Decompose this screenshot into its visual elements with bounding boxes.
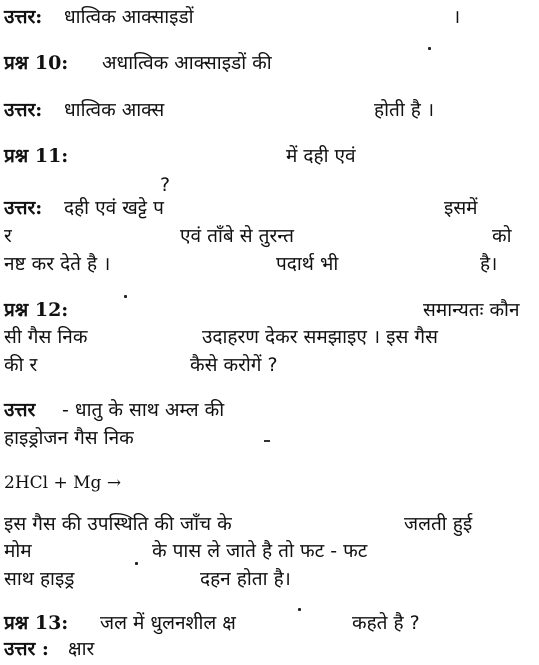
text-segment: धात्विक आक्साइडों — [64, 6, 194, 28]
stray-dash — [264, 440, 270, 442]
text-segment: मोम — [4, 540, 32, 562]
text-segment: कहते है ? — [352, 612, 420, 634]
text-segment: जल में धुलनशील क्ष — [100, 612, 236, 634]
text-segment: र — [4, 225, 12, 247]
answer-label: उत्तर : — [4, 638, 49, 660]
text-segment: क्षार — [68, 638, 95, 660]
text-segment: दही एवं खट्टे प — [64, 197, 164, 219]
text-segment: के पास ले जाते है तो फट - फट — [152, 540, 368, 562]
answer-label: उत्तर: — [4, 99, 43, 121]
text-segment: में दही एवं — [286, 145, 356, 167]
text-segment: धात्विक आक्स — [64, 99, 165, 121]
text-segment: है। — [480, 253, 498, 275]
text-segment: साथ हाइड्र — [4, 568, 75, 590]
text-segment: दहन होता है। — [200, 568, 291, 590]
text-segment: इस गैस की उपस्थिति की जाँच के — [4, 513, 232, 535]
text-segment: समान्यतः कौन — [423, 299, 520, 321]
text-segment: होती है । — [374, 99, 435, 121]
equation-text: 2HCl + Mg → — [4, 473, 122, 493]
text-segment: - धातु के साथ अम्ल की — [62, 399, 225, 421]
question-label: प्रश्न 11: — [4, 145, 69, 167]
text-segment: पदार्थ भी — [276, 253, 339, 275]
question-label: प्रश्न 13: — [4, 612, 69, 634]
ink-speck — [298, 608, 301, 611]
text-segment: जलती हुई — [404, 513, 473, 535]
question-label: प्रश्न 12: — [4, 299, 69, 321]
ink-speck — [428, 47, 431, 50]
text-segment: की र — [4, 354, 38, 376]
text-segment: सी गैस निक — [4, 326, 88, 348]
text-segment: एवं ताँबे से तुरन्त — [180, 225, 294, 247]
question-label: प्रश्न 10: — [4, 52, 69, 74]
ink-speck — [124, 295, 127, 298]
answer-label: उत्तर: — [4, 197, 43, 219]
text-segment: हाइड्रोजन गैस निक — [4, 427, 134, 449]
text-segment: कैसे करोगें ? — [190, 354, 278, 376]
answer-label: उत्तर: — [4, 6, 43, 28]
text-segment: इसमें — [444, 197, 478, 219]
text-segment: को — [492, 225, 512, 247]
ink-speck — [135, 562, 138, 565]
text-segment: । — [453, 6, 461, 28]
text-segment: नष्ट कर देते है । — [4, 253, 111, 275]
text-segment: अधात्विक आक्साइडों की — [102, 52, 272, 74]
answer-label: उत्तर — [4, 399, 36, 421]
text-segment: उदाहरण देकर समझाइए । इस गैस — [202, 326, 438, 348]
question-mark: ? — [160, 174, 171, 196]
